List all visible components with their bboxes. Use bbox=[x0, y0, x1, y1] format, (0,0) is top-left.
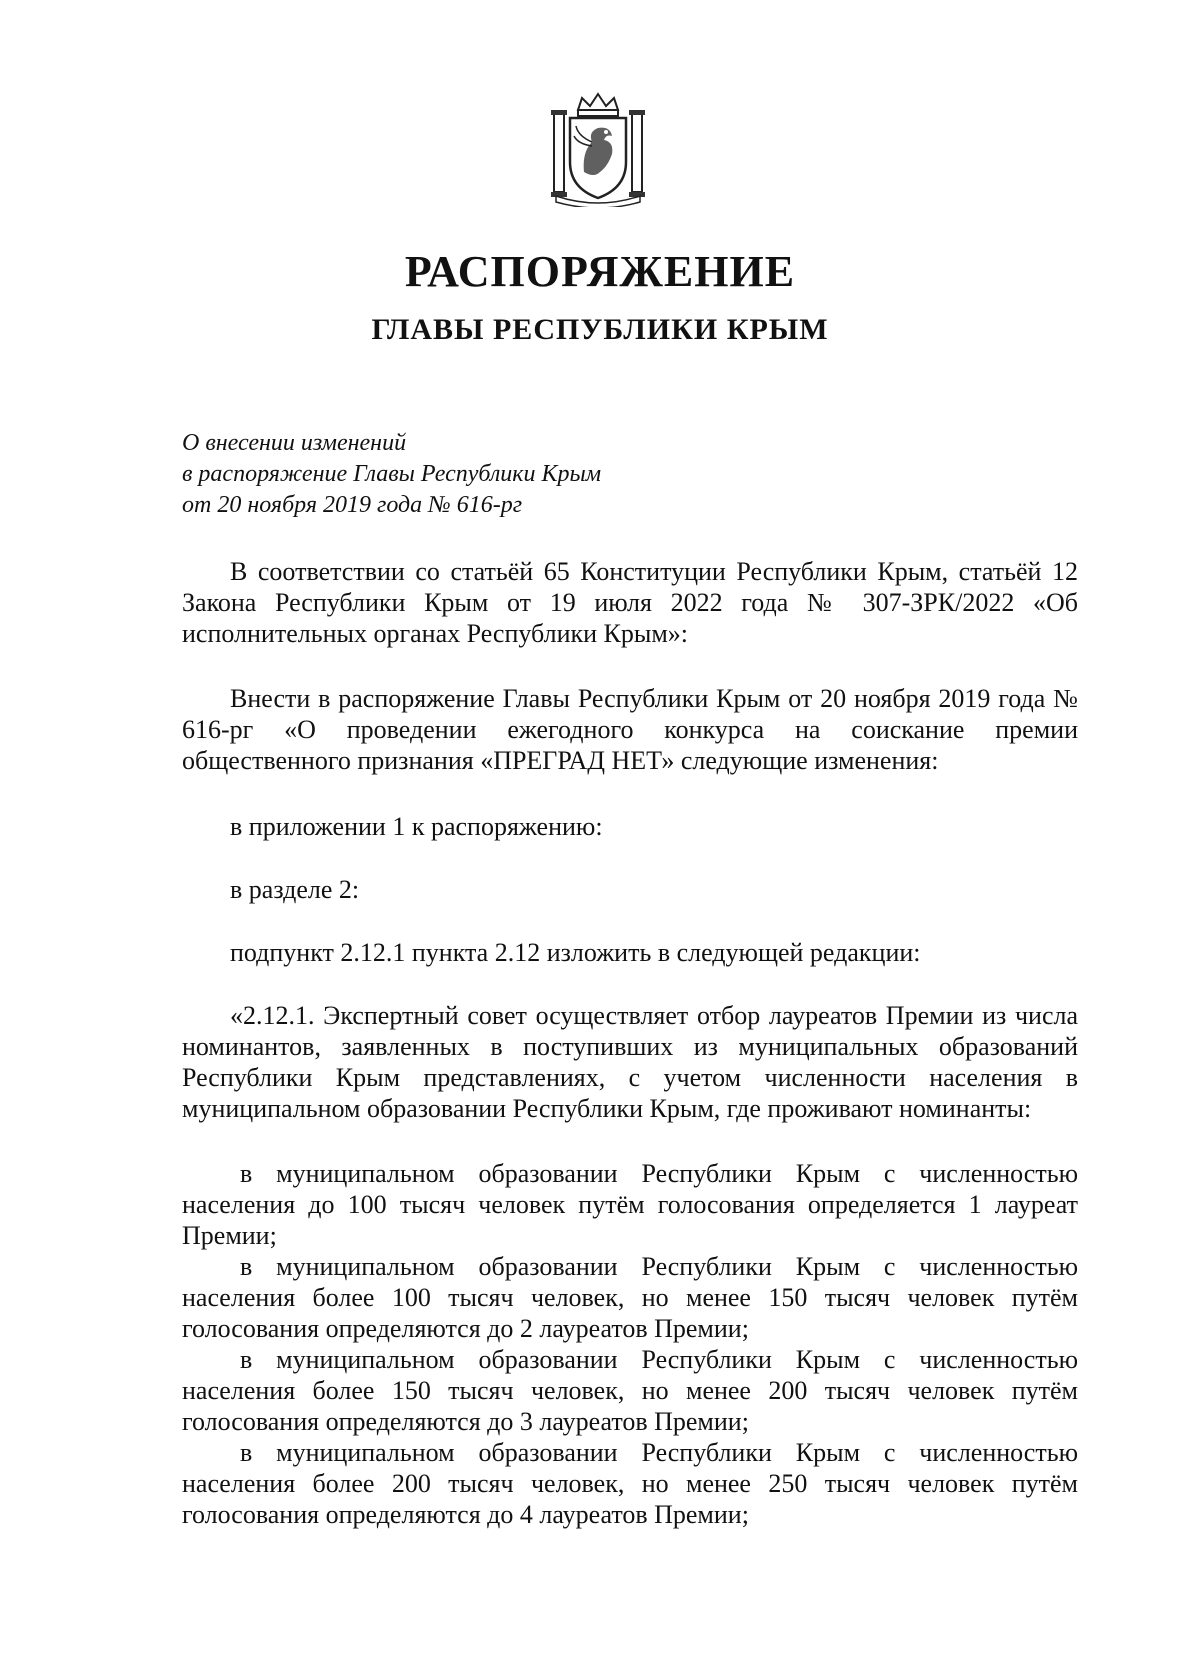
coat-of-arms-icon bbox=[548, 92, 648, 207]
list-item: в муниципальном образовании Республики Крым с численностью населения более 200 тысяч человек, но менее 250 тысяч человек путём голосования определяются до 4 лауреатов Премии; bbox=[182, 1438, 1078, 1529]
document-subtitle: ГЛАВЫ РЕСПУБЛИКИ КРЫМ bbox=[371, 313, 829, 346]
appendix-reference: в приложении 1 к распоряжению: bbox=[230, 812, 603, 841]
directive-paragraph: Внести в распоряжение Главы Республики Крым от 20 ноября 2019 года № 616-рг «О проведении ежегодного конкурса на соискание премии общественного признания «ПРЕГРАД НЕТ» следующие изменения: bbox=[182, 684, 1078, 775]
list-item: в муниципальном образовании Республики Крым с численностью населения более 100 тысяч человек, но менее 150 тысяч человек путём голосования определяются до 2 лауреатов Премии; bbox=[182, 1252, 1078, 1343]
subject-line: О внесении изменений bbox=[182, 430, 407, 456]
document-title: РАСПОРЯЖЕНИЕ bbox=[404, 247, 796, 296]
subject-line: от 20 ноября 2019 года № 616-рг bbox=[182, 492, 523, 518]
list-item: в муниципальном образовании Республики Крым с численностью населения до 100 тысяч человек путём голосования определяется 1 лауреат Премии; bbox=[182, 1159, 1078, 1250]
laureate-quota-list bbox=[182, 1158, 1078, 1530]
section-reference: в разделе 2: bbox=[230, 875, 360, 904]
list-item: в муниципальном образовании Республики Крым с численностью населения более 150 тысяч человек, но менее 200 тысяч человек путём голосования определяются до 3 лауреатов Премии; bbox=[182, 1345, 1078, 1436]
document-subject bbox=[182, 428, 601, 521]
subclause-reference: подпункт 2.12.1 пункта 2.12 изложить в следующей редакции: bbox=[230, 938, 921, 967]
subject-line: в распоряжение Главы Республики Крым bbox=[182, 461, 602, 487]
amended-clause-paragraph: «2.12.1. Экспертный совет осуществляет отбор лауреатов Премии из числа номинантов, заявленных в поступивших из муниципальных образований Республики Крым представлениях, с учетом численности населения в муниципальном образовании Республики Крым, где проживают номинанты: bbox=[182, 1001, 1078, 1123]
preamble-paragraph: В соответствии со статьёй 65 Конституции Республики Крым, статьёй 12 Закона Республики Крым от 19 июля 2022 года № 307-ЗРК/2022 «Об исполнительных органах Республики Крым»: bbox=[182, 557, 1078, 648]
